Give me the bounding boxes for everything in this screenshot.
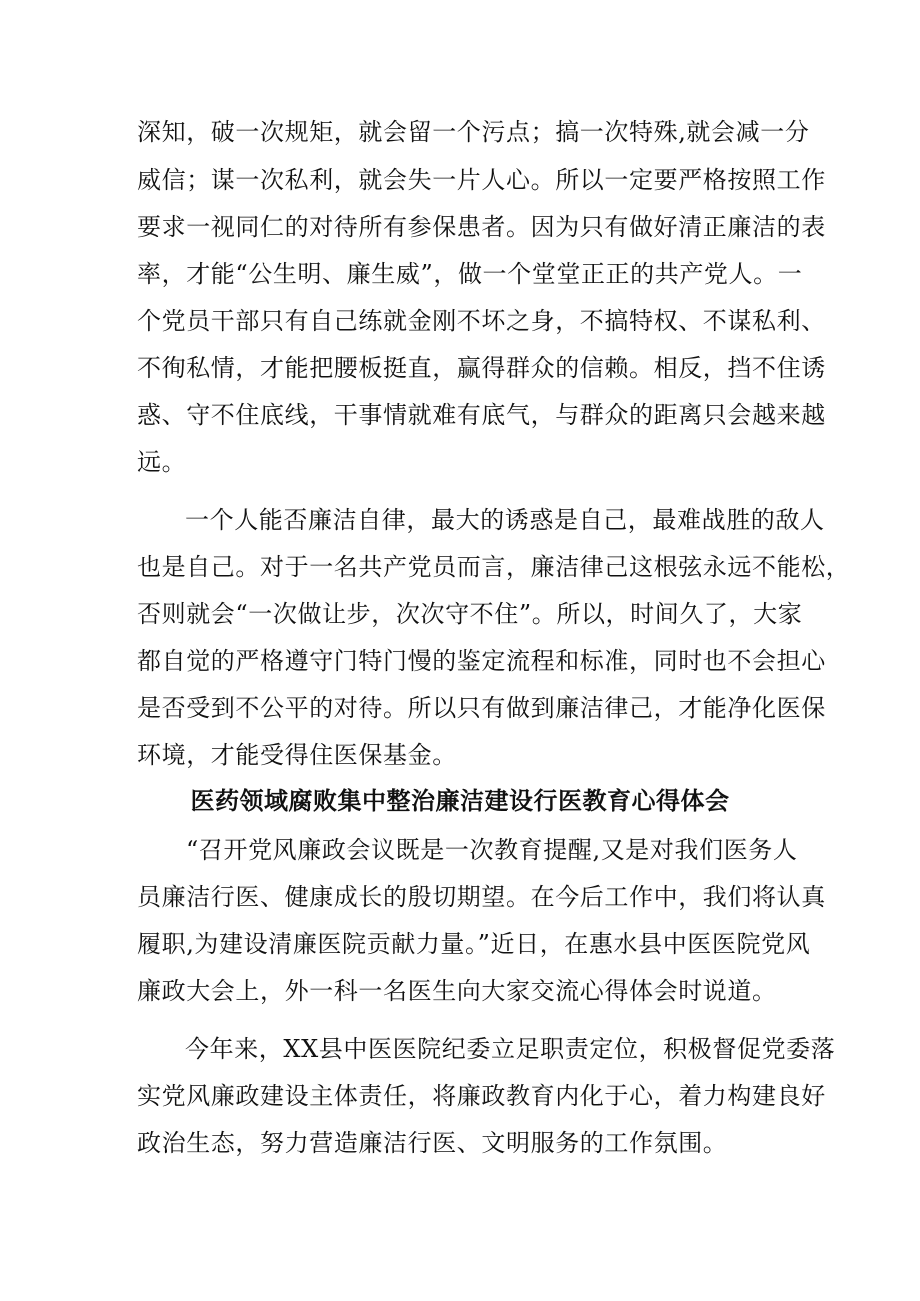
paragraph-line: 要求一视同仁的对待所有参保患者。因为只有做好清正廉洁的表 — [137, 213, 826, 241]
paragraph-line: 否则就会“一次做让步，次次守不住”。所以，时间久了，大家 — [137, 600, 803, 628]
paragraph-line: 深知，破一次规矩，就会留一个污点；搞一次特殊,就会减一分 — [137, 118, 810, 146]
paragraph-line: 惑、守不住底线，干事情就难有底气，与群众的距离只会越来越 — [137, 401, 826, 429]
paragraph-line: 远。 — [137, 448, 187, 476]
paragraph-line: 一个人能否廉洁自律，最大的诱惑是自己，最难战胜的敌人 — [185, 506, 825, 534]
paragraph-line: 威信；谋一次私利，就会失一片人心。所以一定要严格按照工作 — [137, 166, 826, 194]
paragraph-line: 个党员干部只有自己练就金刚不坏之身，不搞特权、不谋私利、 — [137, 307, 826, 335]
paragraph-line: 也是自己。对于一名共产党员而言，廉洁律己这根弦永远不能松， — [137, 553, 851, 581]
paragraph-line: “召开党风廉政会议既是一次教育提醒,又是对我们医务人 — [186, 836, 798, 864]
paragraph-line: 履职,为建设清廉医院贡献力量。”近日，在惠水县中医医院党风 — [137, 930, 811, 958]
paragraph-line: 率，才能“公生明、廉生威”，做一个堂堂正正的共产党人。一 — [137, 260, 803, 288]
paragraph-line: 员廉洁行医、健康成长的殷切期望。在今后工作中，我们将认真 — [137, 883, 826, 911]
paragraph-line: 今年来，XX县中医医院纪委立足职责定位，积极督促党委落 — [185, 1035, 836, 1063]
section-title: 医药领域腐败集中整治廉洁建设行医教育心得体会 — [190, 786, 730, 815]
paragraph-line: 不徇私情，才能把腰板挺直，赢得群众的信赖。相反，挡不住诱 — [137, 354, 826, 382]
paragraph-line: 廉政大会上，外一科一名医生向大家交流心得体会时说道。 — [137, 977, 777, 1005]
paragraph-line: 是否受到不公平的对待。所以只有做到廉洁律己，才能净化医保 — [137, 694, 826, 722]
paragraph-line: 实党风廉政建设主体责任，将廉政教育内化于心，着力构建良好 — [137, 1082, 826, 1110]
paragraph-line: 环境，才能受得住医保基金。 — [137, 741, 457, 769]
paragraph-line: 都自觉的严格遵守门特门慢的鉴定流程和标准，同时也不会担心 — [137, 647, 826, 675]
paragraph-line: 政治生态，努力营造廉洁行医、文明服务的工作氛围。 — [137, 1129, 728, 1157]
